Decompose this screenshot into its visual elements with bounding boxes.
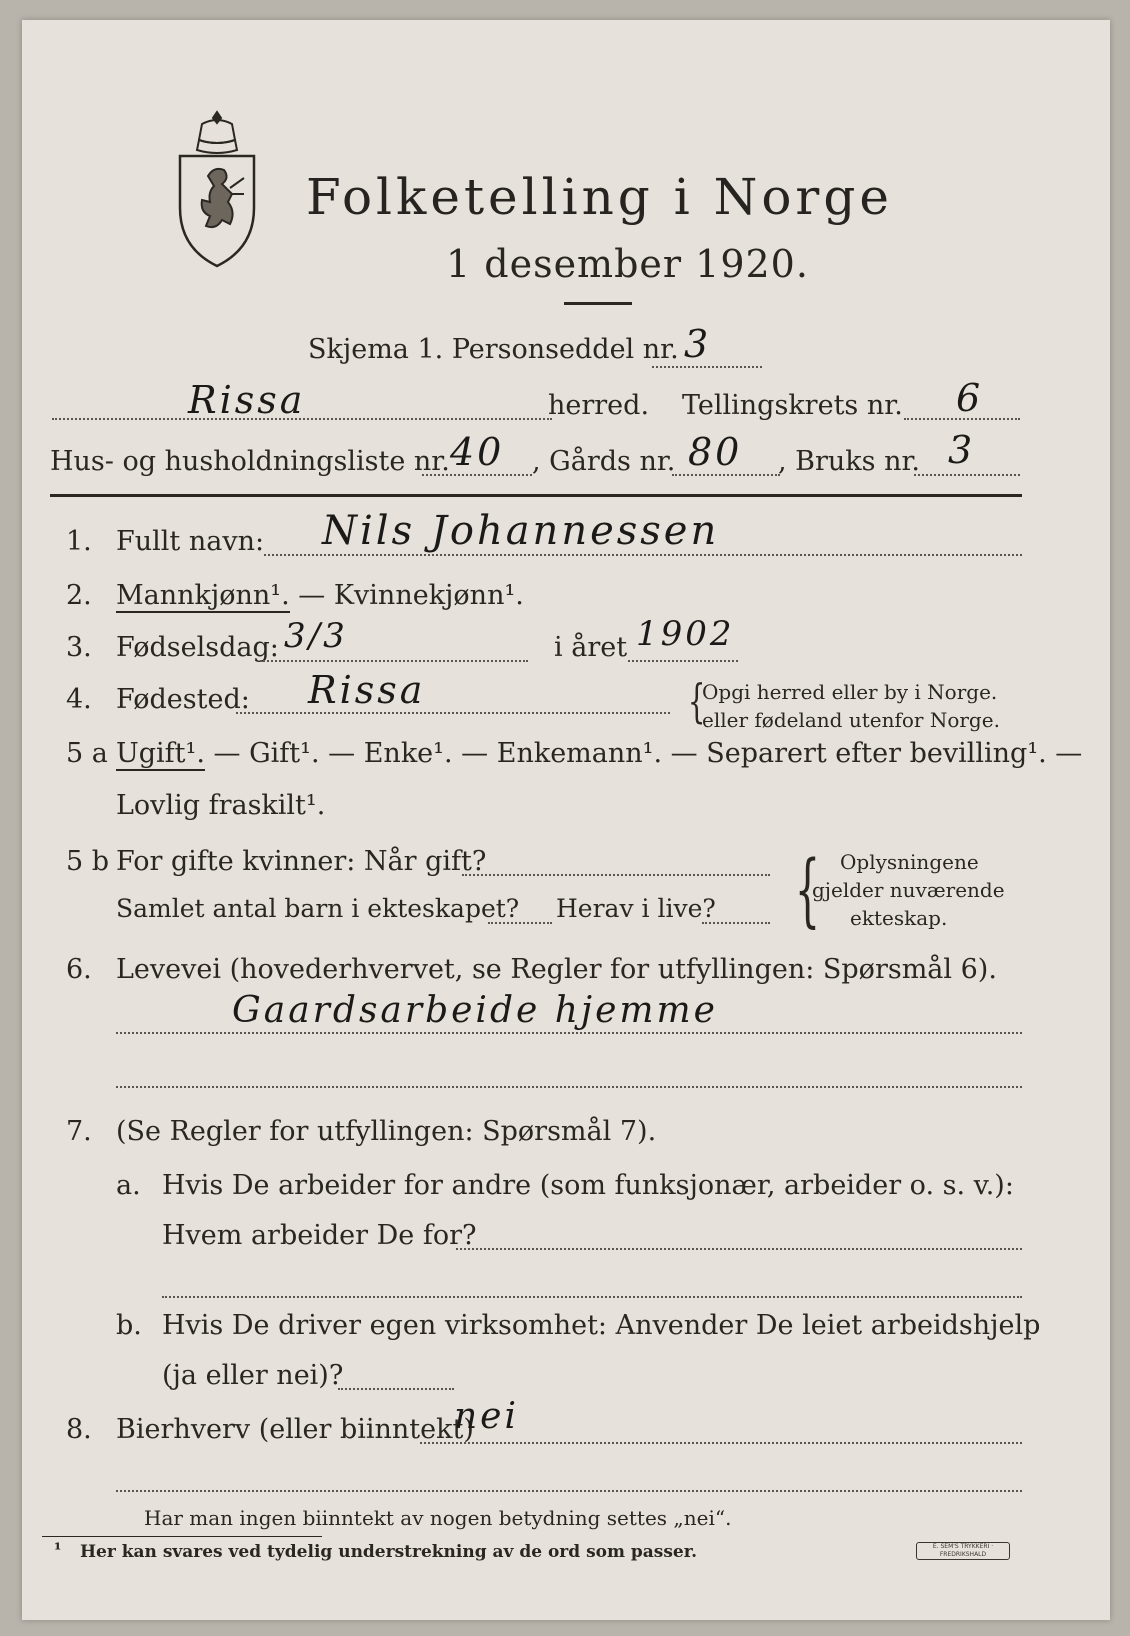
- gards-line: [672, 474, 780, 476]
- personseddel-nr[interactable]: 3: [684, 322, 712, 366]
- female-option[interactable]: Kvinnekjønn¹.: [333, 580, 524, 611]
- bruks-nr[interactable]: 3: [948, 428, 976, 472]
- q5b-children-line: [488, 922, 552, 924]
- side-income-value[interactable]: nei: [454, 1396, 520, 1437]
- personseddel-line: [652, 366, 762, 368]
- q5a-other-options[interactable]: — Gift¹. — Enke¹. — Enkemann¹. — Separert efter bevilling¹. —: [204, 738, 1083, 769]
- q5b-label-2: Samlet antal barn i ekteskapet?: [116, 894, 520, 923]
- bruks-label: , Bruks nr.: [778, 446, 921, 477]
- q5b-married-line: [462, 874, 770, 876]
- q5a-options: [116, 738, 1082, 769]
- q3-year-line: [628, 660, 738, 662]
- birthday-value[interactable]: 3/3: [284, 616, 348, 656]
- ugift-option[interactable]: Ugift¹.: [116, 738, 205, 769]
- form-title: Folketelling i Norge: [306, 168, 893, 226]
- q5b-alive-line: [702, 922, 770, 924]
- q6-label: Levevei (hovederhvervet, se Regler for utfyllingen: Spørsmål 6).: [116, 954, 997, 985]
- q7a-question: Hvem arbeider De for?: [162, 1220, 477, 1251]
- full-name-value[interactable]: Nils Johannessen: [322, 508, 720, 554]
- tellingskrets-nr[interactable]: 6: [956, 376, 984, 420]
- q4-brace: {: [687, 674, 706, 728]
- q7b-letter: b.: [116, 1310, 142, 1341]
- q3-line: [260, 660, 528, 662]
- q7a-line-2: [162, 1296, 1022, 1298]
- footnote-text: Her kan svares ved tydelig understrekning av de ord som passer.: [80, 1542, 698, 1562]
- q6-number: 6.: [66, 954, 92, 985]
- q2-options: [116, 580, 524, 611]
- q7b-question: (ja eller nei)?: [162, 1360, 344, 1391]
- q3-label: Fødselsdag:: [116, 632, 279, 663]
- form-date: 1 desember 1920.: [446, 242, 809, 286]
- q3-number: 3.: [66, 632, 92, 663]
- q7-label: (Se Regler for utfyllingen: Spørsmål 7).: [116, 1116, 657, 1147]
- bruks-line: [914, 474, 1020, 476]
- q5b-label-1: For gifte kvinner: Når gift?: [116, 846, 487, 877]
- birth-year-value[interactable]: 1902: [636, 614, 735, 654]
- occupation-value[interactable]: Gaardsarbeide hjemme: [232, 990, 718, 1031]
- gards-label: , Gårds nr.: [532, 446, 676, 477]
- q4-line: [236, 712, 670, 714]
- skjema-label: Skjema 1. Personseddel nr.: [308, 334, 679, 365]
- q1-number: 1.: [66, 526, 92, 557]
- q5b-note-2: gjelder nuværende: [812, 878, 1005, 902]
- q5b-note-3: ekteskap.: [850, 906, 948, 930]
- footnote-rule: [42, 1536, 322, 1537]
- q7a-text: Hvis De arbeider for andre (som funksjonær, arbeider o. s. v.):: [162, 1170, 1014, 1201]
- q7a-line-1: [456, 1248, 1022, 1250]
- q7-number: 7.: [66, 1116, 92, 1147]
- q5a-number: 5 a: [66, 738, 108, 769]
- q1-line: [264, 554, 1022, 556]
- q6-line-1: [116, 1032, 1022, 1034]
- birthplace-value[interactable]: Rissa: [308, 668, 426, 712]
- q5b-note-1: Oplysningene: [840, 850, 979, 874]
- q1-label: Fullt navn:: [116, 526, 265, 557]
- q2-number: 2.: [66, 580, 92, 611]
- male-option[interactable]: Mannkjønn¹.: [116, 580, 290, 611]
- title-divider: [564, 302, 632, 305]
- q8-line-2: [116, 1490, 1022, 1492]
- q7a-letter: a.: [116, 1170, 141, 1201]
- q6-line-2: [116, 1086, 1022, 1088]
- q4-note-2: eller fødeland utenfor Norge.: [702, 708, 1000, 732]
- q5a-line2[interactable]: Lovlig fraskilt¹.: [116, 790, 326, 821]
- q3-year-label: i året: [554, 632, 628, 663]
- footnote-marker: ¹: [54, 1540, 62, 1560]
- hus-label: Hus- og husholdningsliste nr.: [50, 446, 450, 477]
- q7b-text: Hvis De driver egen virksomhet: Anvender De leiet arbeidshjelp: [162, 1310, 1041, 1341]
- header-rule: [50, 494, 1022, 497]
- census-form-page: [22, 20, 1110, 1620]
- q5b-brace: {: [794, 843, 821, 936]
- gards-nr[interactable]: 80: [688, 430, 743, 474]
- herred-label: herred.: [548, 390, 650, 421]
- q7b-line: [338, 1388, 454, 1390]
- q8-line-1: [420, 1442, 1022, 1444]
- herred-value[interactable]: Rissa: [188, 378, 306, 422]
- tellingskrets-label: Tellingskrets nr.: [682, 390, 903, 421]
- footer-note: Har man ingen biinntekt av nogen betydning settes „nei“.: [144, 1506, 732, 1530]
- q4-note-1: Opgi herred eller by i Norge.: [702, 680, 998, 704]
- q4-number: 4.: [66, 684, 92, 715]
- coat-of-arms-icon: [172, 110, 262, 272]
- q5b-number: 5 b: [66, 846, 110, 877]
- hus-nr[interactable]: 40: [450, 430, 505, 474]
- printer-stamp: E. SEM'S TRYKKERI · FREDRIKSHALD: [916, 1542, 1010, 1560]
- q8-number: 8.: [66, 1414, 92, 1445]
- q8-label: Bierhverv (eller biinntekt): [116, 1414, 474, 1445]
- q5b-label-3: Herav i live?: [556, 894, 716, 923]
- q2-separator: —: [289, 580, 334, 611]
- q4-label: Fødested:: [116, 684, 250, 715]
- hus-line: [422, 474, 532, 476]
